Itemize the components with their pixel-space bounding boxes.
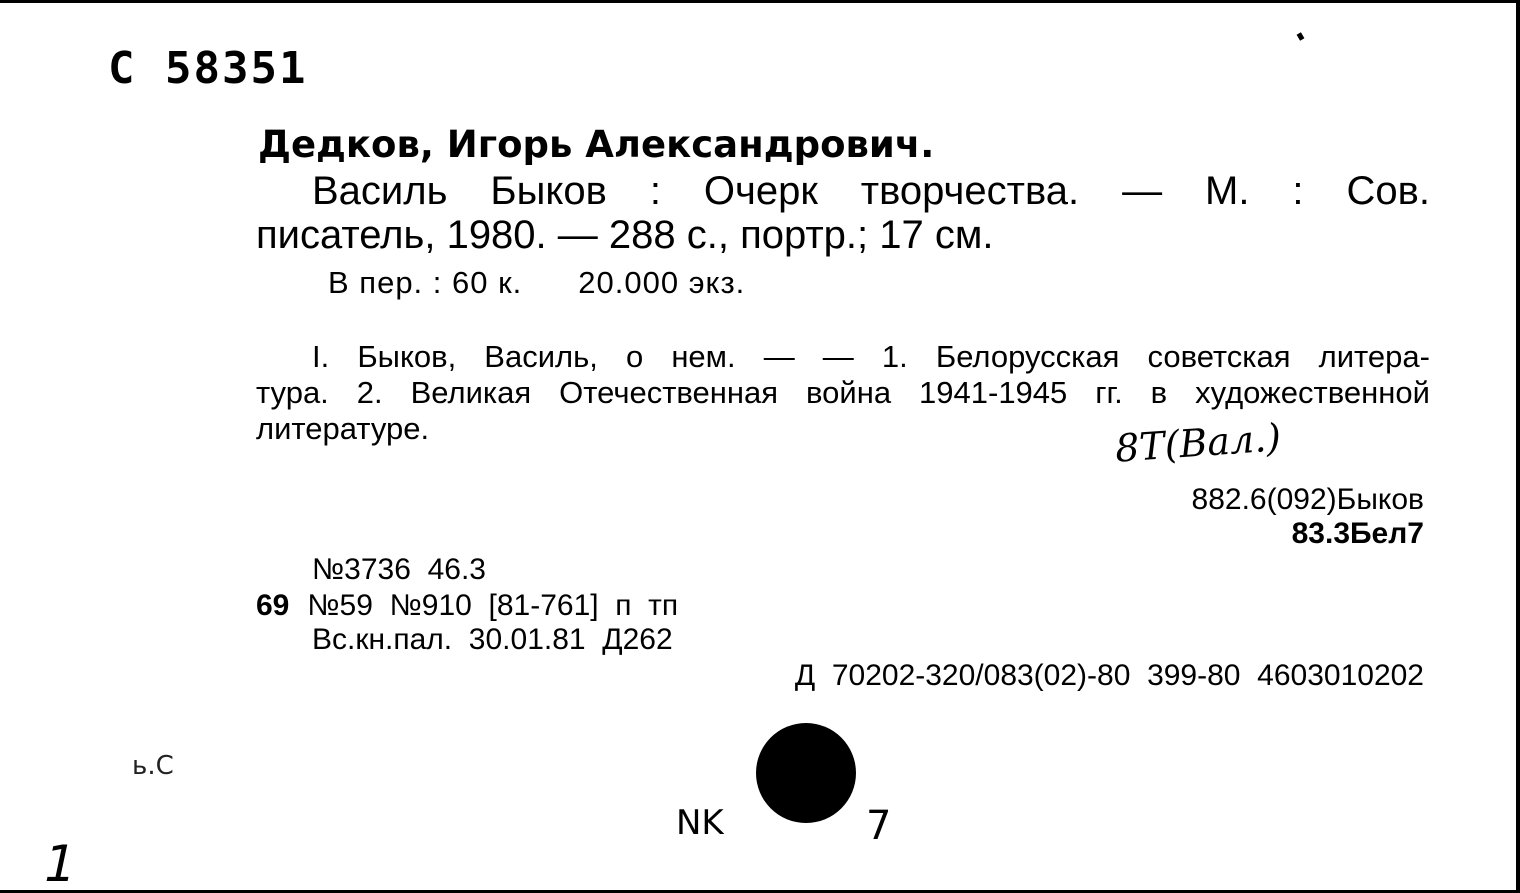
record-line-4: Д 70202-320/083(02)-80 399-80 4603010202 <box>794 659 1424 692</box>
word: в <box>1150 375 1168 410</box>
word: Великая <box>410 375 532 410</box>
word: Василь, <box>484 339 598 374</box>
word: Очерк <box>703 169 818 213</box>
word: Белорусская <box>935 339 1120 374</box>
word: Быков <box>490 169 607 213</box>
author-heading: Дедков, Игорь Александрович. <box>258 123 935 166</box>
handwritten-nk: NK <box>676 803 724 843</box>
word: М. <box>1205 169 1250 213</box>
word: война <box>806 375 892 410</box>
record-line-2 <box>256 589 678 623</box>
price-binding: В пер. : 60 к. <box>328 265 523 300</box>
word: Отечественная <box>559 375 779 410</box>
title-line-1 <box>312 169 1430 214</box>
ink-stamp <box>756 723 856 823</box>
word: 1. <box>881 339 908 374</box>
udc-index: 882.6(092)Быков <box>1191 483 1424 516</box>
word: Василь <box>312 169 448 213</box>
price-line <box>328 265 745 301</box>
word: Сов. <box>1346 169 1430 213</box>
record-prefix: 69 <box>256 589 290 622</box>
word: — <box>822 339 854 374</box>
handwritten-one: 1 <box>37 835 82 893</box>
handwritten-small-note: ь.С <box>132 751 174 781</box>
word: Быков, <box>357 339 457 374</box>
ink-mark <box>1297 32 1305 41</box>
subject-line-2 <box>256 375 1430 411</box>
word: нем. <box>671 339 736 374</box>
call-number: C 58351 <box>108 43 308 94</box>
word: литера- <box>1318 339 1430 374</box>
word: гг. <box>1095 375 1123 410</box>
bbk-index: 83.3Бел7 <box>1291 517 1424 550</box>
print-run: 20.000 экз. <box>578 265 746 300</box>
word: : <box>1292 169 1304 213</box>
word: I. <box>312 339 330 374</box>
word: — <box>1122 169 1163 213</box>
subject-line-1 <box>312 339 1430 375</box>
word: 1941-1945 <box>919 375 1068 410</box>
title-line-2: писатель, 1980. — 288 с., портр.; 17 см. <box>256 213 994 257</box>
record-line-1: №3736 46.3 <box>312 553 486 586</box>
subject-line-3: литературе. <box>256 411 430 446</box>
word: 2. <box>356 375 383 410</box>
word: о <box>625 339 644 374</box>
word: : <box>649 169 661 213</box>
word: — <box>763 339 795 374</box>
word: советская <box>1147 339 1291 374</box>
word: художественной <box>1195 375 1430 410</box>
handwritten-shelf-mark: 8Т(Вал.) <box>1113 415 1283 471</box>
word: тура. <box>256 375 329 410</box>
word: творчества. <box>860 169 1080 213</box>
handwritten-seven: 7 <box>866 803 892 849</box>
record-line-3: Вс.кн.пал. 30.01.81 Д262 <box>312 623 673 656</box>
record-line-2-text: №59 №910 [81-761] п тп <box>307 589 679 622</box>
